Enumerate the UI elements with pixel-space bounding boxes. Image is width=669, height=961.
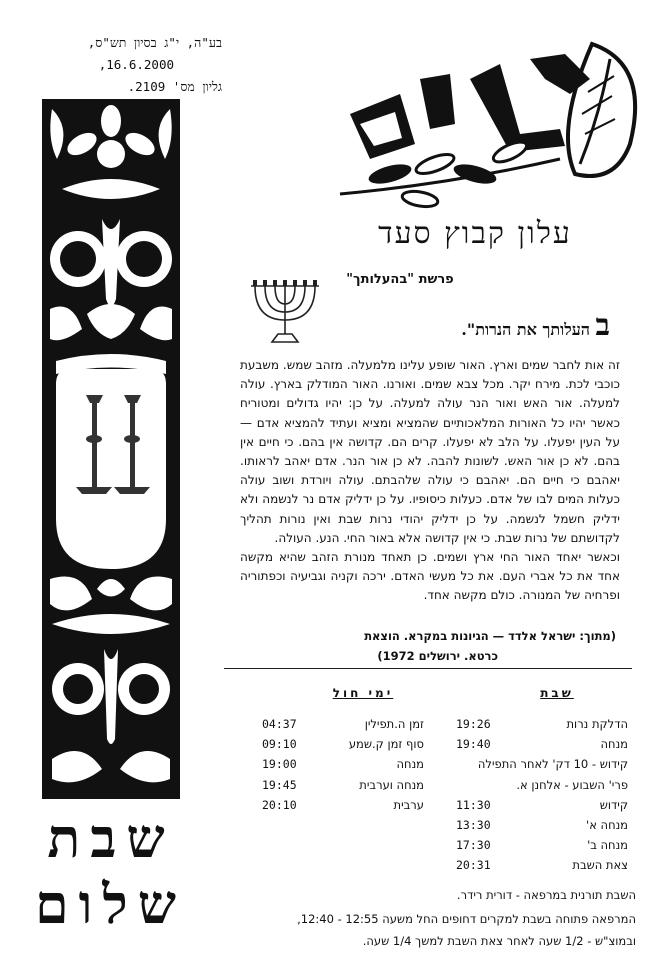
source-line-2: כרטא. ירושלים 1972)	[377, 649, 498, 663]
shabbat-schedule-label: מנחה ב'	[587, 838, 628, 853]
shabbat-schedule-label: פרי' השבוע - אלחנן א.	[516, 777, 628, 792]
shabbat-schedule-time: 19:40	[456, 737, 491, 752]
alim-leaf-logo	[330, 34, 660, 214]
shabbat-schedule-label: מנחה	[600, 737, 628, 752]
weekday-schedule	[262, 686, 424, 815]
parasha-heading: פרשת "בהעלותך"	[346, 272, 454, 287]
shabbat-schedule-row	[456, 775, 628, 795]
weekday-schedule-label: זמן ה.תפילין	[364, 717, 424, 731]
decorative-papercut-column	[42, 99, 180, 799]
shabbat-schedule-label: מנחה א'	[586, 818, 628, 833]
article-body	[240, 356, 620, 606]
clinic-hours-motzash: ובמוצ"ש - 1/2 שעה לאחר צאת השבת למשך 1/4 שעה.	[362, 934, 636, 948]
weekday-schedule-time: 09:10	[262, 737, 297, 752]
weekday-schedule-time: 19:00	[262, 757, 297, 772]
shabbat-word: שבת	[47, 806, 175, 870]
shabbat-schedule-row	[456, 734, 628, 754]
article-source	[222, 626, 616, 666]
shabbat-heading: שבת	[540, 686, 574, 700]
shabbat-schedule-row	[456, 714, 628, 734]
weekday-schedule-time: 04:37	[262, 717, 297, 731]
article-paragraph-2: וכאשר יאחד האור החי ארץ ושמים. כן תאחד מנורת הזהב שהיא מקשה אחד את כל אברי העם. את כל מעשי האדם. ירכה וקניה וגביעיה וכפתוריה ופרחיה של המנורה. כולם מקשה אחד.	[240, 550, 620, 603]
masthead-title: עלון קבוץ סעד	[378, 216, 572, 251]
issue-date-hebrew: בע"ה, י"ג בסיון תש"ס,	[87, 35, 222, 50]
weekday-schedule-row	[262, 714, 424, 734]
weekday-schedule-label: מנחה וערבית	[359, 777, 424, 792]
issue-number: גליון מס' 2109.	[127, 79, 222, 94]
weekday-schedule-time: 20:10	[262, 797, 297, 812]
shabbat-schedule-time: 19:26	[456, 717, 491, 731]
verse-initial: ב	[595, 308, 610, 343]
shabbat-schedule-row	[456, 835, 628, 855]
verse-text: העלותך את הנרות".	[461, 320, 590, 339]
shabbat-schedule-time: 20:31	[456, 858, 491, 873]
weekday-schedule-time: 19:45	[262, 777, 297, 792]
shabbat-schedule-row	[456, 855, 628, 875]
shabbat-schedule-label: צאת השבת	[572, 858, 628, 873]
shalom-word: שלום	[34, 872, 186, 936]
shabbat-schedule-row	[456, 815, 628, 835]
source-line-1: (מתוך: ישראל אלדד — הגיונות במקרא. הוצאת	[364, 629, 616, 643]
clinic-hours: המרפאה פתוחה בשבת למקרים דחופים החל משעה 12:55 - 12:40,	[297, 912, 636, 926]
weekday-schedule-label: ערבית	[393, 797, 424, 812]
verse-heading	[360, 308, 610, 343]
shabbat-schedule-time: 13:30	[456, 818, 491, 833]
shabbat-schedule-label: הדלקת נרות	[566, 717, 628, 731]
weekday-schedule-label: סוף זמן ק.שמע	[348, 737, 424, 752]
article-paragraph-1: זה אות לחבר שמים וארץ. האור שופע עלינו מלמעלה. מזהב שמש. משבעת כוכבי לכת. מירח יקר. מכל צבא שמים. ואורנו. האור המודלק בארץ. עולה למעלה. אור האש ואור הנר עולה למעלה. על כן: יהיו גדולים ומטוריח כאשר יהיו כל האורות המלאכותיים שהמציא ומציא ועתיד להמציא אדם — על העין יפעלו. על הלב לא יפעלו. קרים הם. קדושה אין בהם. כי חיים אין בהם. לא כן אור האש. לשונות להבה. לא כן אור הנר. אדם יאהב לראותו. יאהבם כי חיים הם. יאהבם כי עולה שלהבתם. עולה ויורדת ושוב עולה כעלות המים לבו של אדם. כעלות כיסופיו. על כן ידליק אדם נר לנשמה ולא ידליק חשמל לנשמה. על כן ידליק יהודי נרות שבת ואין נורות תהליך לקדושתם של נרות שבת. כי אין קדושה אלא באור החי. הנע. העולה.	[240, 358, 620, 545]
shabbat-schedule-label: קידוש - 10 דק' לאחר התפילה	[477, 757, 628, 772]
weekday-schedule-row	[262, 734, 424, 754]
shabbat-schedule	[456, 686, 628, 876]
shabbat-schedule-label: קידוש	[599, 797, 628, 812]
clinic-duty: השבת תורנית במרפאה - דורית רידר.	[456, 888, 636, 902]
weekday-schedule-label: מנחה	[396, 757, 424, 772]
shabbat-schedule-time: 11:30	[456, 797, 491, 812]
shabbat-schedule-row	[456, 795, 628, 815]
divider	[224, 668, 632, 669]
weekday-schedule-row	[262, 754, 424, 774]
menorah-icon	[246, 278, 324, 348]
issue-header	[42, 32, 222, 98]
issue-date-gregorian: ,16.6.2000	[98, 57, 174, 72]
shabbat-schedule-row	[456, 754, 628, 774]
shabbat-schedule-time: 17:30	[456, 838, 491, 853]
weekdays-heading: ימי חול	[332, 686, 394, 700]
weekday-schedule-row	[262, 775, 424, 795]
weekday-schedule-row	[262, 795, 424, 815]
